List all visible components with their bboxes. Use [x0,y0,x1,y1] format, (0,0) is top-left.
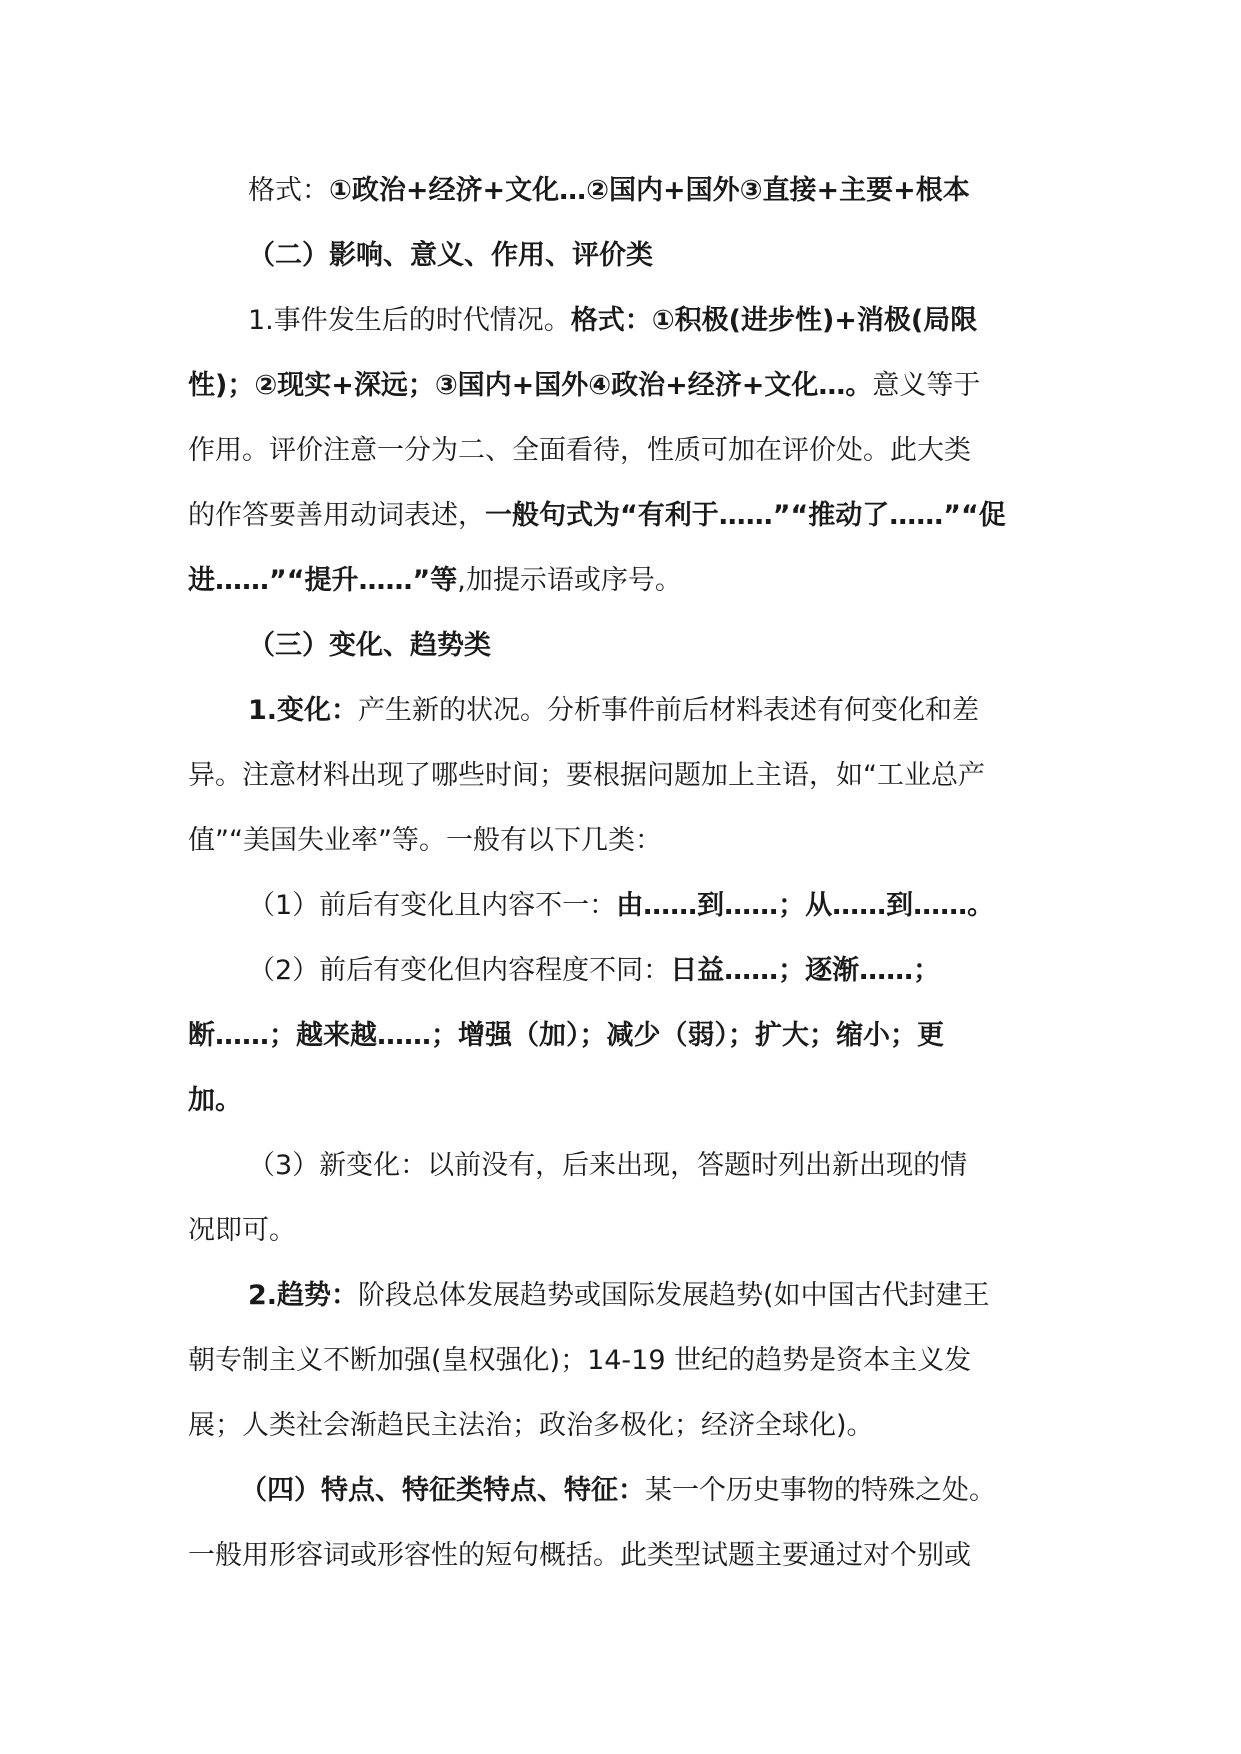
change-type-1: （1）前后有变化且内容不一：由……到……；从……到……。 [248,890,995,921]
change-type-2: （2）前后有变化但内容程度不同：日益……；逐渐……； 断……；越来越……；增强（加）；减少（弱）；扩大；缩小；更 加。 [188,955,944,1116]
document-body [188,158,1058,1588]
section-heading-2: （二）影响、意义、作用、评价类 [248,240,653,271]
paragraph-features: （四）特点、特征类特点、特征：某一个历史事物的特殊之处。 一般用形容词或形容性的短句概括。此类型试题主要通过对个别或 [188,1475,996,1571]
format-line: 格式：①政治+经济+文化…②国内+国外③直接+主要+根本 [248,175,970,206]
section-heading-3: （三）变化、趋势类 [248,630,491,661]
change-type-3: （3）新变化：以前没有，后来出现，答题时列出新出现的情 况即可。 [188,1150,968,1246]
paragraph-change: 1.变化：产生新的状况。分析事件前后材料表述有何变化和差 异。注意材料出现了哪些时间；要根据问题加上主语，如“工业总产 值”“美国失业率”等。一般有以下几类： [188,695,985,856]
paragraph-trend: 2.趋势：阶段总体发展趋势或国际发展趋势(如中国古代封建王 朝专制主义不断加强(皇权强化)；14-19 世纪的趋势是资本主义发 展；人类社会渐趋民主法治；政治多极化；经济全球化)。 [188,1280,990,1441]
paragraph-impact: 1.事件发生后的时代情况。格式：①积极(进步性)+消极(局限 性)；②现实+深远；③国内+国外④政治+经济+文化…。意义等于 作用。评价注意一分为二、全面看待，性质可加在评价处。此大类 的作答要善用动词表述，一般句式为“有利于……”“推动了……”“促 进……”“提升……”等,加提示语或序号。 [188,305,1006,596]
